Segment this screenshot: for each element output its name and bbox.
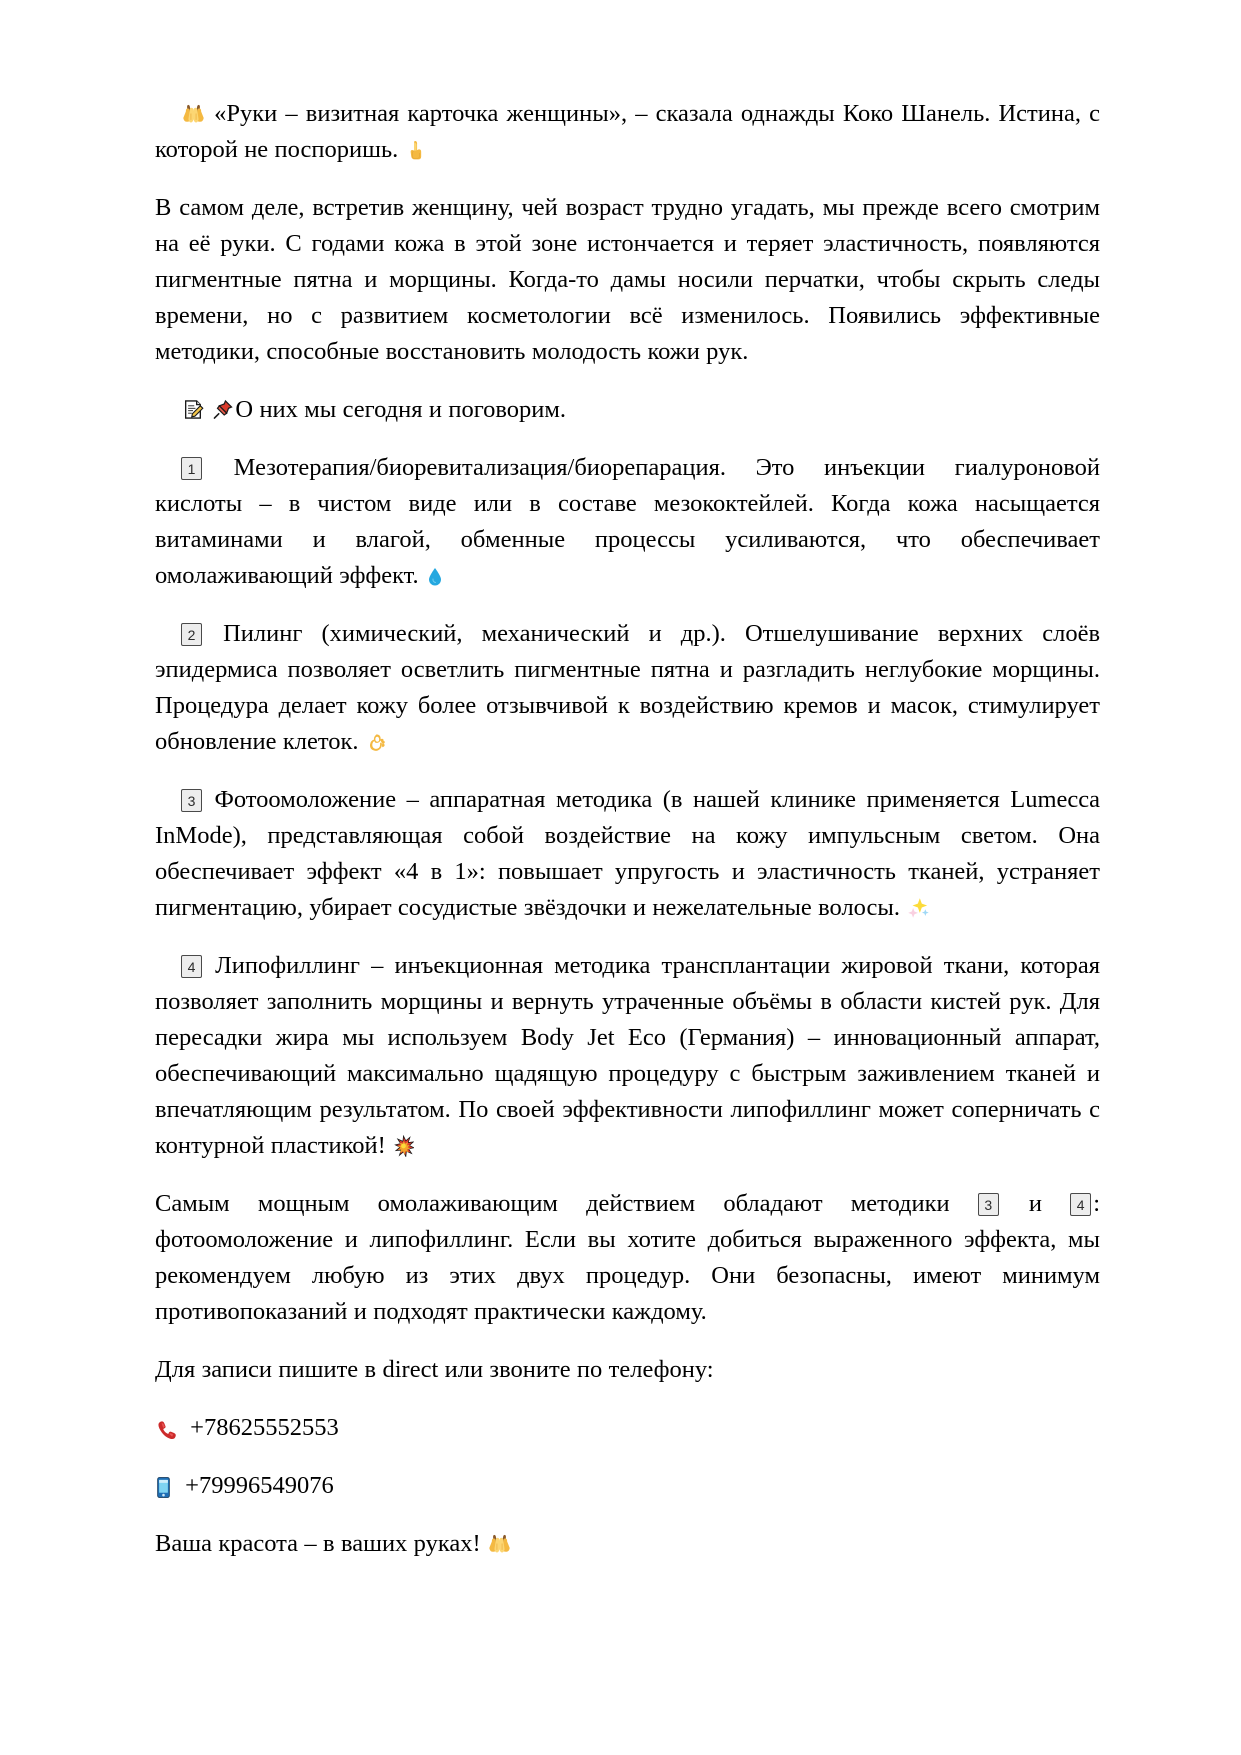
summary-text-part-2: : фотоомоложение и липофиллинг. Если вы хотите добиться выраженного эффекта, мы рекомендуем любую из этих двух процедур. Они безопасны, имеют минимум противопоказаний и подходят практически каждому. <box>155 1190 1100 1325</box>
transition-text: О них мы сегодня и поговорим. <box>235 396 567 423</box>
list-item-2-text: Пилинг (химический, механический и др.). Отшелушивание верхних слоёв эпидермиса позволяет осветлить пигментные пятна и разгладить неглубокие морщины. Процедура делает кожу более отзывчивой к воздействию кремов и масок, стимулирует обновление клеток. <box>155 620 1101 755</box>
body-paragraph-2: В самом деле, встретив женщину, чей возраст трудно угадать, мы прежде всего смотрим на её руки. С годами кожа в этой зоне истончается и теряет эластичность, появляются пигментные пятна и морщины. Когда-то дамы носили перчатки, чтобы скрыть следы времени, но с развитием косметологии всё изменилось. Появились эффективные методики, способные восстановить молодость кожи рук. <box>155 194 1100 365</box>
summary-conjunction: и <box>1028 1190 1043 1217</box>
contact-row-mobile <box>155 1468 1100 1504</box>
sparkles-icon <box>907 897 929 919</box>
keycap-2-marker: 2 <box>181 623 202 646</box>
index-pointing-up-icon <box>406 138 427 161</box>
list-item-2 <box>155 616 1100 760</box>
summary-text-part-1: Самым мощным омолаживающим действием обладают методики <box>155 1190 950 1217</box>
list-item-4-text: Липофиллинг – инъекционная методика трансплантации жировой ткани, которая позволяет заполнить морщины и вернуть утраченные объёмы в области кистей рук. Для пересадки жира мы используем Body Jet Eco (Германия) – инновационный аппарат, обеспечивающий максимально щадящую процедуру с быстрым заживлением тканей и впечатляющим результатом. По своей эффективности липофиллинг может соперничать с контурной пластикой! <box>155 952 1100 1159</box>
keycap-3-marker: 3 <box>181 789 202 812</box>
telephone-receiver-icon <box>156 1419 176 1440</box>
list-item-3-text: Фотоомоложение – аппаратная методика (в нашей клинике применяется Lumecca InMode), представляющая собой воздействие на кожу импульсным светом. Она обеспечивает эффект «4 в 1»: повышает упругость и эластичность тканей, устраняет пигментацию, убирает сосудистые звёздочки и нежелательные волосы. <box>155 786 1101 921</box>
list-item-1-text: Мезотерапия/биоревитализация/биорепарация. Это инъекции гиалуроновой кислоты – в чистом виде или в составе мезококтейлей. Когда кожа насыщается витаминами и влагой, обменные процессы усиливаются, что обеспечивает омолаживающий эффект. <box>155 454 1101 589</box>
raising-hands-icon <box>182 102 205 125</box>
cta-paragraph: Для записи пишите в direct или звоните по телефону: <box>155 1356 714 1383</box>
phone-number-2: +79996549076 <box>185 1472 334 1499</box>
list-item-3 <box>155 782 1100 926</box>
keycap-4-inline-marker: 4 <box>1070 1193 1091 1216</box>
intro-paragraph <box>155 96 1100 168</box>
intro-text: «Руки – визитная карточка женщины», – сказала однажды Коко Шанель. Истина, с которой не поспоришь. <box>155 100 1100 163</box>
list-item-4 <box>155 948 1100 1164</box>
droplet-icon <box>426 565 444 587</box>
keycap-1-marker: 1 <box>181 457 202 480</box>
document-body <box>155 96 1100 1562</box>
closing-paragraph <box>155 1526 1100 1562</box>
closing-text: Ваша красота – в ваших руках! <box>155 1530 481 1557</box>
transition-paragraph <box>155 392 1100 428</box>
summary-paragraph <box>155 1186 1100 1330</box>
contact-row-phone <box>155 1410 1100 1446</box>
keycap-3-inline-marker: 3 <box>978 1193 999 1216</box>
mobile-phone-icon <box>156 1477 171 1498</box>
pushpin-icon <box>212 398 234 421</box>
collision-icon <box>393 1135 414 1157</box>
raising-hands-closing-icon <box>488 1532 511 1555</box>
list-item-1 <box>155 450 1100 594</box>
ok-hand-icon <box>366 731 387 753</box>
phone-number-1: +78625552553 <box>190 1414 339 1441</box>
memo-icon <box>182 398 204 421</box>
keycap-4-marker: 4 <box>181 955 202 978</box>
